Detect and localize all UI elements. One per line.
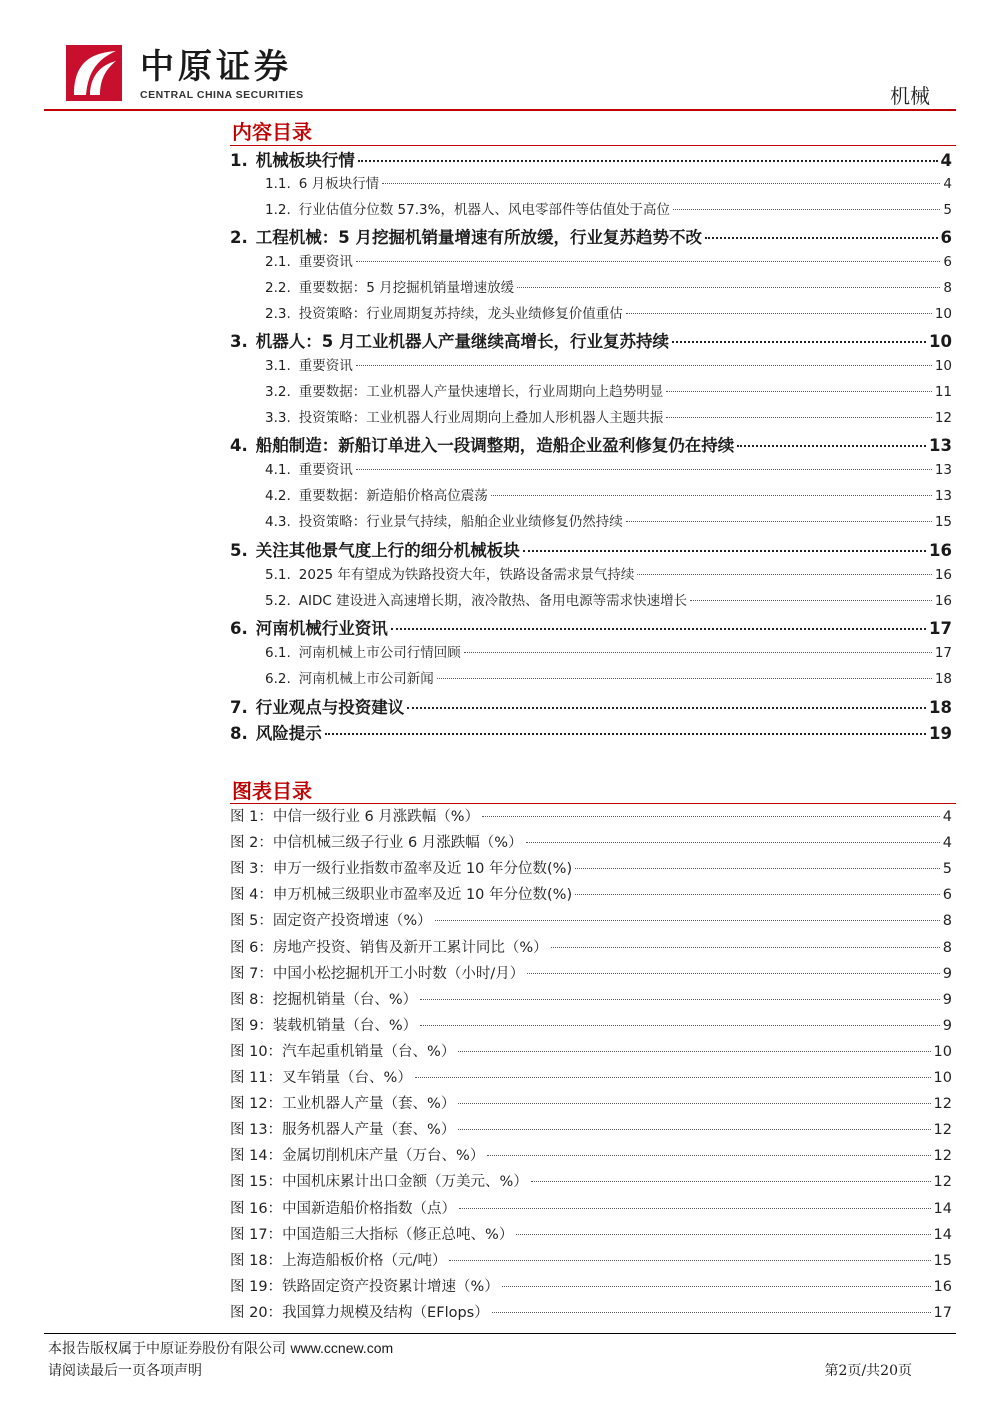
toc-entry-section-title	[265, 250, 353, 270]
toc-entry-section-title	[265, 641, 461, 661]
entry-text: 铁路固定资产投资累计增速（%）	[282, 1278, 499, 1295]
dot-leader	[458, 1103, 930, 1104]
figure-entry[interactable]	[230, 883, 952, 909]
toc-entry-chapter-title	[230, 147, 355, 171]
dot-leader	[523, 550, 926, 552]
footer-disclaimer: 请阅读最后一页各项声明	[48, 1363, 202, 1379]
header-divider	[44, 109, 956, 111]
page-number: 12	[934, 410, 952, 426]
page-number: 6	[943, 254, 952, 270]
figure-entry-title	[230, 1249, 446, 1270]
page-number: 14	[933, 1226, 952, 1243]
entry-number: 6.	[230, 619, 248, 638]
dot-leader	[551, 947, 940, 948]
dot-leader	[382, 183, 940, 184]
dot-leader	[575, 868, 940, 869]
entry-number: 2.3.	[265, 306, 291, 322]
dot-leader	[516, 1234, 930, 1235]
toc-entry-section[interactable]	[265, 589, 952, 615]
dot-leader	[325, 733, 926, 735]
toc-entry-section-title	[265, 406, 663, 426]
figure-entry[interactable]	[230, 936, 952, 962]
dot-leader	[492, 1312, 931, 1313]
dot-leader	[672, 341, 926, 343]
entry-number: 4.	[230, 436, 248, 455]
entry-text: 我国算力规模及结构（EFlops）	[282, 1304, 489, 1321]
dot-leader	[458, 1051, 930, 1052]
entry-text: 申万机械三级职业市盈率及近 10 年分位数(%)	[272, 887, 573, 904]
page-number: 12	[933, 1174, 952, 1191]
entry-number: 5.1.	[265, 567, 291, 583]
dot-leader	[358, 160, 938, 162]
entry-number: 图 3：	[230, 861, 273, 878]
dot-leader	[690, 600, 932, 601]
page-number: 5	[942, 861, 952, 878]
entry-number: 图 10：	[230, 1043, 283, 1060]
page-number: 13	[929, 436, 952, 455]
entry-number: 图 1：	[230, 809, 273, 825]
entry-text: 投资策略：行业景气持续，船舶企业业绩修复仍然持续	[298, 514, 623, 530]
entry-text: 风险提示	[255, 724, 322, 743]
dot-leader	[482, 816, 940, 817]
entry-text: 房地产投资、销售及新开工累计同比（%）	[272, 939, 548, 956]
page-number: 5	[943, 202, 952, 218]
figure-list-title-divider	[230, 803, 956, 804]
dot-leader	[666, 417, 932, 418]
figure-entry-title	[230, 883, 572, 904]
header-category: 机械	[890, 84, 930, 108]
toc-entry-section-title	[265, 198, 670, 218]
page-number: 9	[942, 965, 952, 982]
dot-leader	[673, 209, 940, 210]
entry-text: 中国造船三大指标（修正总吨、%）	[282, 1226, 514, 1243]
entry-text: 中信机械三级子行业 6 月涨跌幅（%）	[272, 835, 523, 852]
footer-url-link[interactable]: www.ccnew.com	[290, 1340, 394, 1356]
toc-entry-section-title	[265, 667, 434, 687]
toc-entry-chapter[interactable]	[230, 720, 952, 746]
entry-number: 图 5：	[230, 913, 273, 930]
toc-entry-section[interactable]	[265, 641, 952, 667]
entry-number: 图 14：	[230, 1148, 283, 1165]
page-number: 10	[933, 1070, 952, 1086]
toc-entry-section-title	[265, 484, 488, 504]
figure-entry[interactable]	[230, 831, 952, 857]
toc-entry-chapter[interactable]	[230, 694, 952, 720]
page-number: 16	[934, 593, 952, 609]
toc-entry-section[interactable]	[265, 458, 952, 484]
entry-number: 图 7：	[230, 965, 273, 982]
entry-text: 投资策略：工业机器人行业周期向上叠加人形机器人主题共振	[298, 410, 664, 426]
toc-entry-section[interactable]	[265, 667, 952, 693]
figure-entry-title	[230, 1301, 489, 1322]
entry-number: 图 4：	[230, 887, 273, 904]
toc-entry-section[interactable]	[265, 510, 952, 536]
figure-entry[interactable]	[230, 988, 952, 1014]
figure-entry[interactable]	[230, 1170, 952, 1196]
figure-entry[interactable]	[230, 1118, 952, 1144]
toc-entry-section[interactable]	[265, 172, 952, 198]
dot-leader	[415, 1077, 931, 1078]
figure-entry[interactable]	[230, 1275, 952, 1301]
toc-entry-section[interactable]	[265, 354, 952, 380]
toc-entry-section-title	[265, 380, 663, 400]
entry-number: 7.	[230, 698, 248, 717]
toc-entry-chapter[interactable]	[230, 537, 952, 563]
figure-entry-title	[230, 1118, 455, 1139]
footer-copyright: 本报告版权属于中原证券股份有限公司	[48, 1341, 286, 1357]
footer-copyright-line	[48, 1338, 393, 1358]
figure-entry[interactable]	[230, 805, 952, 831]
page-number: 16	[933, 1278, 952, 1295]
toc-entry-chapter[interactable]	[230, 328, 952, 354]
toc-entry-section-title	[265, 458, 353, 478]
toc-entry-section[interactable]	[265, 406, 952, 432]
figure-entry[interactable]	[230, 1040, 952, 1066]
figure-entry-title	[230, 805, 479, 826]
figure-entry-title	[230, 1197, 456, 1218]
entry-text: 河南机械行业资讯	[255, 619, 388, 638]
entry-number: 6.1.	[265, 645, 291, 661]
entry-text: 挖掘机销量（台、%）	[272, 991, 418, 1008]
entry-text: 河南机械上市公司新闻	[298, 671, 434, 687]
entry-number: 图 19：	[230, 1278, 283, 1295]
entry-text: 工业机器人产量（套、%）	[282, 1096, 456, 1113]
figure-entry-title	[230, 936, 548, 957]
entry-number: 2.2.	[265, 280, 291, 296]
toc-entry-chapter-title	[230, 432, 734, 456]
figure-entry[interactable]	[230, 857, 952, 883]
page-number: 8	[942, 939, 952, 956]
figure-entry[interactable]	[230, 1249, 952, 1275]
dot-leader	[487, 1155, 930, 1156]
page-number: 16	[929, 541, 952, 560]
page-number: 8	[942, 913, 952, 930]
toc-entry-section-title	[265, 563, 634, 583]
toc-entry-chapter[interactable]	[230, 224, 952, 250]
figure-entry-title	[230, 962, 524, 983]
entry-text: 中信一级行业 6 月涨跌幅（%）	[272, 809, 480, 825]
page-number: 14	[933, 1200, 952, 1217]
figure-entry[interactable]	[230, 1014, 952, 1040]
toc-entry-section-title	[265, 302, 623, 322]
entry-number: 图 16：	[230, 1200, 283, 1217]
entry-text: 上海造船板价格（元/吨）	[282, 1252, 447, 1269]
entry-text: 投资策略：行业周期复苏持续，龙头业绩修复价值重估	[298, 306, 623, 322]
entry-number: 1.	[230, 151, 248, 170]
entry-text: 服务机器人产量（套、%）	[282, 1122, 456, 1139]
figure-entry-title	[230, 1223, 513, 1244]
toc-entry-section-title	[265, 276, 514, 296]
page-number: 9	[942, 991, 952, 1008]
entry-text: 行业估值分位数 57.3%，机器人、风电零部件等估值处于高位	[298, 202, 670, 218]
entry-text: 行业观点与投资建议	[255, 698, 405, 717]
dot-leader	[356, 261, 941, 262]
entry-text: 重要数据：工业机器人产量快速增长，行业周期向上趋势明显	[298, 384, 664, 400]
toc-entry-section[interactable]	[265, 484, 952, 510]
dot-leader	[526, 842, 940, 843]
entry-text: 装载机销量（台、%）	[272, 1017, 418, 1034]
figure-entry-title	[230, 1066, 412, 1087]
logo-chinese-name: 中原证券	[140, 47, 292, 87]
page-number: 4	[942, 835, 952, 852]
entry-number: 3.	[230, 332, 248, 351]
page-number: 18	[929, 698, 952, 717]
dot-leader	[626, 521, 932, 522]
dot-leader	[420, 999, 940, 1000]
page-number: 6	[940, 228, 952, 247]
entry-number: 2.1.	[265, 254, 291, 270]
figure-entry-title	[230, 1170, 528, 1191]
entry-text: 重要数据：5 月挖掘机销量增速放缓	[298, 280, 515, 296]
entry-text: AIDC 建设进入高速增长期，液冷散热、备用电源等需求快速增长	[298, 593, 688, 609]
footer-page-info: 第2页/共20页	[824, 1363, 912, 1379]
entry-text: 工程机械：5 月挖掘机销量增速有所放缓，行业复苏趋势不改	[255, 228, 702, 247]
page-number: 6	[942, 887, 952, 904]
dot-leader	[637, 574, 931, 575]
entry-number: 1.2.	[265, 202, 291, 218]
toc-entry-section[interactable]	[265, 302, 952, 328]
toc-entry-section-title	[265, 172, 379, 192]
dot-leader	[626, 313, 932, 314]
entry-number: 图 18：	[230, 1252, 283, 1269]
page-number: 19	[929, 724, 952, 743]
entry-text: 固定资产投资增速（%）	[272, 913, 432, 930]
entry-number: 图 15：	[230, 1174, 283, 1191]
dot-leader	[449, 1260, 930, 1261]
dot-leader	[458, 1129, 930, 1130]
entry-number: 8.	[230, 724, 248, 743]
entry-text: 关注其他景气度上行的细分机械板块	[255, 541, 520, 560]
dot-leader	[666, 391, 932, 392]
page-number: 10	[934, 358, 952, 374]
figure-entry[interactable]	[230, 909, 952, 935]
toc-entry-chapter-title	[230, 694, 404, 718]
entry-number: 图 8：	[230, 991, 273, 1008]
dot-leader	[420, 1025, 940, 1026]
entry-text: 中国新造船价格指数（点）	[282, 1200, 457, 1217]
figure-entry-title	[230, 1144, 484, 1165]
page-number: 18	[934, 671, 952, 687]
page-number: 17	[929, 619, 952, 638]
page-number: 12	[933, 1096, 952, 1113]
dot-leader	[464, 652, 932, 653]
entry-number: 图 6：	[230, 939, 273, 956]
dot-leader	[435, 920, 940, 921]
page-number: 4	[942, 809, 952, 825]
entry-number: 图 2：	[230, 835, 273, 852]
toc-entry-chapter[interactable]	[230, 615, 952, 641]
toc-entry-chapter-title	[230, 224, 702, 248]
toc-entry-section[interactable]	[265, 250, 952, 276]
entry-text: 汽车起重机销量（台、%）	[282, 1043, 456, 1060]
entry-number: 图 9：	[230, 1017, 273, 1034]
entry-text: 重要资讯	[298, 462, 353, 478]
entry-number: 图 17：	[230, 1226, 283, 1243]
figure-entry-title	[230, 1014, 417, 1035]
figure-entry[interactable]	[230, 1301, 952, 1327]
page-number: 10	[929, 332, 952, 351]
figure-entry-title	[230, 1275, 499, 1296]
page-number: 12	[933, 1122, 952, 1139]
entry-text: 中国小松挖掘机开工小时数（小时/月）	[272, 965, 525, 982]
figure-entry[interactable]	[230, 1223, 952, 1249]
entry-number: 5.	[230, 541, 248, 560]
entry-text: 重要数据：新造船价格高位震荡	[298, 488, 488, 504]
entry-text: 河南机械上市公司行情回顾	[298, 645, 461, 661]
toc-entry-section-title	[265, 354, 353, 374]
toc-entry-chapter[interactable]	[230, 432, 952, 458]
dot-leader	[437, 678, 932, 679]
figure-entry-title	[230, 831, 523, 852]
dot-leader	[356, 365, 932, 366]
dot-leader	[459, 1208, 930, 1209]
company-logo-text	[140, 47, 304, 101]
figure-entry-title	[230, 988, 417, 1009]
figure-entry[interactable]	[230, 1197, 952, 1223]
entry-number: 3.1.	[265, 358, 291, 374]
entry-number: 4.2.	[265, 488, 291, 504]
page-number: 11	[934, 384, 952, 400]
figure-entry[interactable]	[230, 962, 952, 988]
dot-leader	[502, 1286, 931, 1287]
toc-entry-chapter[interactable]	[230, 147, 952, 173]
page-number: 17	[934, 645, 952, 661]
page-number: 4	[943, 176, 952, 192]
entry-number: 2.	[230, 228, 248, 247]
entry-text: 中国机床累计出口金额（万美元、%）	[282, 1174, 528, 1191]
figure-entry-title	[230, 857, 572, 878]
toc-entry-section[interactable]	[265, 380, 952, 406]
page-number: 15	[933, 1252, 952, 1269]
page-number: 17	[933, 1304, 952, 1321]
toc-entry-section-title	[265, 510, 623, 530]
figure-entry[interactable]	[230, 1144, 952, 1170]
figure-list-title: 图表目录	[232, 779, 312, 803]
entry-text: 机器人：5 月工业机器人产量继续高增长，行业复苏持续	[255, 332, 669, 351]
entry-text: 船舶制造：新船订单进入一段调整期，造船企业盈利修复仍在持续	[255, 436, 735, 455]
page-number: 13	[934, 488, 952, 504]
page-number: 10	[934, 306, 952, 322]
toc-entry-section[interactable]	[265, 563, 952, 589]
entry-text: 重要资讯	[298, 358, 353, 374]
dot-leader	[531, 1181, 931, 1182]
entry-text: 金属切削机床产量（万台、%）	[282, 1148, 485, 1165]
toc-entry-section-title	[265, 589, 687, 609]
dot-leader	[391, 628, 926, 630]
dot-leader	[737, 445, 926, 447]
dot-leader	[527, 973, 940, 974]
page-number: 4	[940, 151, 952, 170]
figure-entry-title	[230, 1040, 455, 1061]
entry-number: 4.1.	[265, 462, 291, 478]
entry-number: 3.2.	[265, 384, 291, 400]
dot-leader	[491, 495, 932, 496]
toc-entry-chapter-title	[230, 537, 520, 561]
page-number: 8	[943, 280, 952, 296]
page-number: 12	[933, 1148, 952, 1165]
dot-leader	[517, 287, 940, 288]
entry-number: 图 13：	[230, 1122, 283, 1139]
entry-number: 5.2.	[265, 593, 291, 609]
entry-number: 6.2.	[265, 671, 291, 687]
entry-text: 重要资讯	[298, 254, 353, 270]
page-number: 13	[934, 462, 952, 478]
entry-number: 图 20：	[230, 1304, 283, 1321]
toc-entry-section[interactable]	[265, 276, 952, 302]
logo-english-name: CENTRAL CHINA SECURITIES	[140, 89, 304, 101]
toc-entry-chapter-title	[230, 615, 388, 639]
entry-text: 申万一级行业指数市盈率及近 10 年分位数(%)	[272, 861, 573, 878]
dot-leader	[575, 894, 940, 895]
entry-number: 图 11：	[230, 1070, 283, 1086]
page-number: 15	[934, 514, 952, 530]
entry-number: 3.3.	[265, 410, 291, 426]
figure-entry[interactable]	[230, 1092, 952, 1118]
dot-leader	[407, 707, 926, 709]
entry-text: 机械板块行情	[255, 151, 355, 170]
entry-number: 1.1.	[265, 176, 291, 192]
page-number: 10	[933, 1043, 952, 1060]
figure-entry-title	[230, 909, 432, 930]
toc-entry-chapter-title	[230, 720, 322, 744]
entry-text: 6 月板块行情	[298, 176, 380, 192]
toc-title: 内容目录	[232, 120, 312, 144]
toc-entry-section[interactable]	[265, 198, 952, 224]
entry-number: 图 12：	[230, 1096, 283, 1113]
dot-leader	[356, 469, 932, 470]
dot-leader	[705, 237, 938, 239]
toc-entry-chapter-title	[230, 328, 669, 352]
figure-entry-title	[230, 1092, 455, 1113]
page-number: 9	[942, 1017, 952, 1034]
footer-divider	[44, 1333, 956, 1334]
entry-text: 叉车销量（台、%）	[282, 1070, 412, 1086]
entry-number: 4.3.	[265, 514, 291, 530]
toc-title-divider	[230, 145, 956, 146]
page-number: 16	[934, 567, 952, 583]
company-logo-icon	[66, 45, 122, 101]
entry-text: 2025 年有望成为铁路投资大年，铁路设备需求景气持续	[298, 567, 635, 583]
figure-entry[interactable]	[230, 1066, 952, 1092]
